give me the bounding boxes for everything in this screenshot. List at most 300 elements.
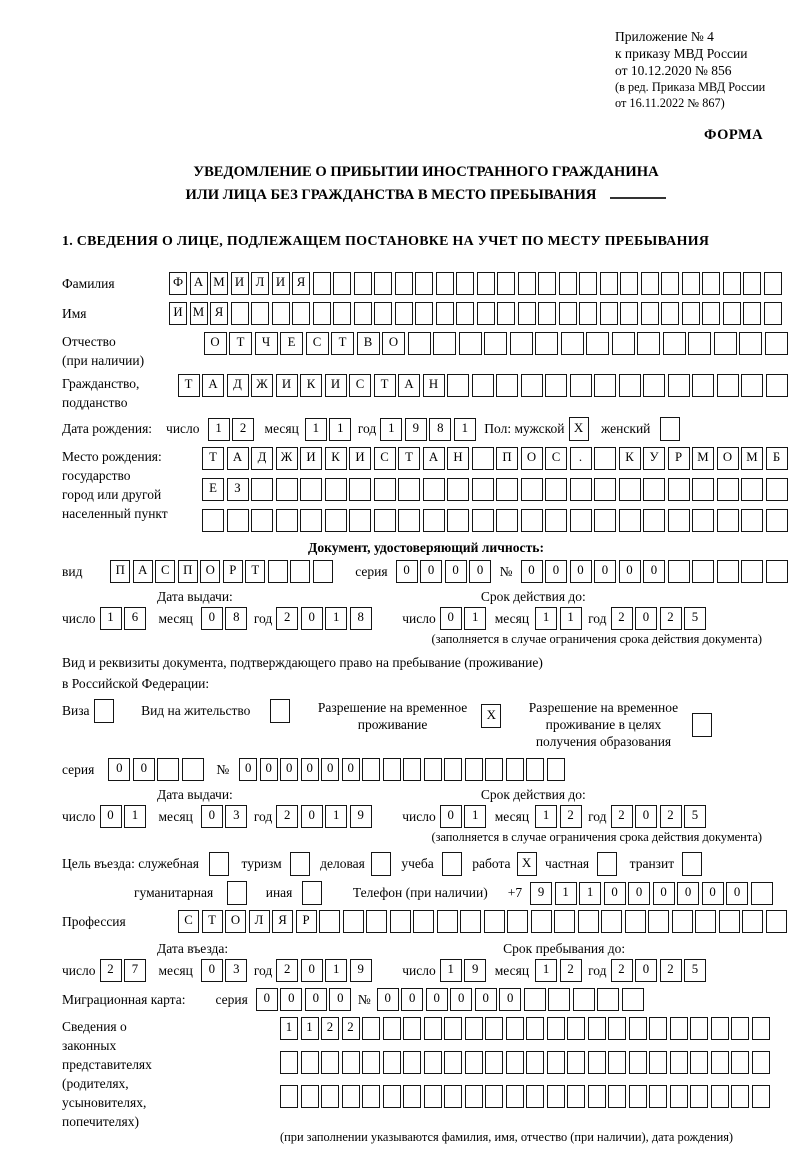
char-box[interactable]: [586, 332, 609, 355]
patronymic-boxes[interactable]: [204, 332, 791, 355]
char-box[interactable]: 2: [560, 805, 582, 828]
char-box[interactable]: [403, 1051, 421, 1074]
char-box[interactable]: [276, 478, 298, 501]
char-box[interactable]: [444, 1051, 462, 1074]
char-box[interactable]: 9: [350, 959, 372, 982]
char-box[interactable]: [390, 910, 411, 933]
char-box[interactable]: М: [741, 447, 763, 470]
doc-issue-year-boxes[interactable]: [276, 607, 374, 630]
char-box[interactable]: [403, 1085, 421, 1108]
char-box[interactable]: 6: [124, 607, 146, 630]
char-box[interactable]: 0: [420, 560, 442, 583]
char-box[interactable]: [692, 478, 714, 501]
char-box[interactable]: 5: [684, 805, 706, 828]
char-box[interactable]: [403, 1017, 421, 1040]
char-box[interactable]: [395, 272, 413, 295]
char-box[interactable]: Т: [331, 332, 354, 355]
char-box[interactable]: [764, 302, 782, 325]
doc-kind-boxes[interactable]: [110, 560, 335, 583]
char-box[interactable]: [485, 758, 503, 781]
char-box[interactable]: 0: [377, 988, 399, 1011]
char-box[interactable]: [643, 509, 665, 532]
char-box[interactable]: Н: [447, 447, 469, 470]
char-box[interactable]: [459, 332, 482, 355]
char-box[interactable]: [202, 509, 224, 532]
char-box[interactable]: [383, 1017, 401, 1040]
char-box[interactable]: И: [272, 272, 290, 295]
citizenship-boxes[interactable]: [178, 374, 791, 397]
char-box[interactable]: 1: [380, 418, 402, 441]
char-box[interactable]: 1: [535, 959, 557, 982]
char-box[interactable]: Я: [210, 302, 228, 325]
char-box[interactable]: [594, 374, 616, 397]
birthplace-boxes-row3[interactable]: [202, 509, 790, 532]
char-box[interactable]: [670, 1051, 688, 1074]
char-box[interactable]: 0: [201, 805, 223, 828]
char-box[interactable]: [554, 910, 575, 933]
char-box[interactable]: [608, 1017, 626, 1040]
char-box[interactable]: 0: [445, 560, 467, 583]
char-box[interactable]: [496, 509, 518, 532]
char-box[interactable]: 0: [133, 758, 155, 781]
char-box[interactable]: [526, 758, 544, 781]
char-box[interactable]: [661, 302, 679, 325]
char-box[interactable]: [521, 478, 543, 501]
char-box[interactable]: [619, 509, 641, 532]
char-box[interactable]: 0: [545, 560, 567, 583]
char-box[interactable]: Ф: [169, 272, 187, 295]
char-box[interactable]: Ж: [251, 374, 273, 397]
char-box[interactable]: [668, 560, 690, 583]
char-box[interactable]: [570, 374, 592, 397]
char-box[interactable]: [398, 509, 420, 532]
char-box[interactable]: [723, 272, 741, 295]
char-box[interactable]: X: [569, 417, 589, 441]
char-box[interactable]: Т: [398, 447, 420, 470]
char-box[interactable]: [597, 988, 619, 1011]
sex-male-checkbox[interactable]: [569, 417, 592, 441]
char-box[interactable]: И: [169, 302, 187, 325]
char-box[interactable]: [472, 509, 494, 532]
char-box[interactable]: [510, 332, 533, 355]
char-box[interactable]: 0: [342, 758, 360, 781]
char-box[interactable]: [268, 560, 288, 583]
char-box[interactable]: [465, 1085, 483, 1108]
char-box[interactable]: 2: [611, 959, 633, 982]
char-box[interactable]: И: [325, 374, 347, 397]
char-box[interactable]: [460, 910, 481, 933]
char-box[interactable]: [731, 1017, 749, 1040]
char-box[interactable]: [362, 1051, 380, 1074]
char-box[interactable]: [272, 302, 290, 325]
char-box[interactable]: [717, 374, 739, 397]
char-box[interactable]: 2: [276, 607, 298, 630]
char-box[interactable]: [424, 1085, 442, 1108]
surname-boxes[interactable]: [169, 272, 784, 295]
entry-day-boxes[interactable]: [100, 959, 149, 982]
char-box[interactable]: 1: [535, 607, 557, 630]
char-box[interactable]: 0: [594, 560, 616, 583]
char-box[interactable]: 1: [325, 805, 347, 828]
char-box[interactable]: 0: [256, 988, 278, 1011]
entry-year-boxes[interactable]: [276, 959, 374, 982]
char-box[interactable]: 0: [635, 959, 657, 982]
char-box[interactable]: Т: [374, 374, 396, 397]
char-box[interactable]: Е: [202, 478, 224, 501]
char-box[interactable]: [752, 1051, 770, 1074]
doc-series-boxes[interactable]: [396, 560, 494, 583]
char-box[interactable]: И: [276, 374, 298, 397]
char-box[interactable]: [637, 332, 660, 355]
char-box[interactable]: 0: [726, 882, 748, 905]
char-box[interactable]: С: [155, 560, 175, 583]
char-box[interactable]: [588, 1051, 606, 1074]
char-box[interactable]: [374, 272, 392, 295]
char-box[interactable]: 1: [325, 607, 347, 630]
char-box[interactable]: 0: [239, 758, 257, 781]
char-box[interactable]: И: [231, 272, 249, 295]
char-box[interactable]: [485, 1085, 503, 1108]
char-box[interactable]: [362, 1085, 380, 1108]
char-box[interactable]: 0: [570, 560, 592, 583]
char-box[interactable]: 0: [100, 805, 122, 828]
char-box[interactable]: П: [110, 560, 130, 583]
char-box[interactable]: [280, 1085, 298, 1108]
char-box[interactable]: 1: [454, 418, 476, 441]
char-box[interactable]: [290, 560, 310, 583]
char-box[interactable]: 2: [611, 607, 633, 630]
char-box[interactable]: [182, 758, 204, 781]
char-box[interactable]: 1: [579, 882, 601, 905]
char-box[interactable]: И: [349, 447, 371, 470]
char-box[interactable]: [433, 332, 456, 355]
char-box[interactable]: [567, 1085, 585, 1108]
char-box[interactable]: [485, 1051, 503, 1074]
char-box[interactable]: [594, 447, 616, 470]
char-box[interactable]: [741, 509, 763, 532]
char-box[interactable]: [600, 302, 618, 325]
purpose-business-checkbox[interactable]: [371, 852, 394, 876]
char-box[interactable]: 2: [342, 1017, 360, 1040]
char-box[interactable]: [276, 509, 298, 532]
purpose-humanitarian-checkbox[interactable]: [227, 881, 250, 905]
char-box[interactable]: 2: [321, 1017, 339, 1040]
char-box[interactable]: [447, 478, 469, 501]
char-box[interactable]: 0: [280, 758, 298, 781]
char-box[interactable]: [413, 910, 434, 933]
char-box[interactable]: С: [374, 447, 396, 470]
char-box[interactable]: [444, 1017, 462, 1040]
char-box[interactable]: [496, 374, 518, 397]
char-box[interactable]: И: [300, 447, 322, 470]
char-box[interactable]: [682, 302, 700, 325]
char-box[interactable]: [343, 910, 364, 933]
doc-issue-month-boxes[interactable]: [201, 607, 250, 630]
char-box[interactable]: [531, 910, 552, 933]
char-box[interactable]: [692, 374, 714, 397]
char-box[interactable]: [424, 1051, 442, 1074]
char-box[interactable]: [302, 881, 322, 905]
char-box[interactable]: Ч: [255, 332, 278, 355]
temp-residence-checkbox[interactable]: [481, 704, 504, 728]
birthplace-boxes-row1[interactable]: [202, 447, 790, 470]
char-box[interactable]: В: [357, 332, 380, 355]
char-box[interactable]: 2: [660, 959, 682, 982]
char-box[interactable]: У: [643, 447, 665, 470]
char-box[interactable]: 5: [684, 959, 706, 982]
char-box[interactable]: [349, 509, 371, 532]
char-box[interactable]: 2: [100, 959, 122, 982]
char-box[interactable]: [547, 1085, 565, 1108]
char-box[interactable]: [227, 881, 247, 905]
birth-month-boxes[interactable]: [305, 418, 354, 441]
sex-female-checkbox[interactable]: [660, 417, 683, 441]
char-box[interactable]: 1: [440, 959, 462, 982]
char-box[interactable]: [588, 1017, 606, 1040]
char-box[interactable]: [751, 882, 773, 905]
char-box[interactable]: О: [225, 910, 246, 933]
char-box[interactable]: [300, 478, 322, 501]
char-box[interactable]: [702, 272, 720, 295]
char-box[interactable]: [622, 988, 644, 1011]
char-box[interactable]: [643, 374, 665, 397]
char-box[interactable]: 2: [660, 805, 682, 828]
char-box[interactable]: А: [202, 374, 224, 397]
temp-residence-edu-checkbox[interactable]: [692, 713, 715, 737]
char-box[interactable]: О: [204, 332, 227, 355]
char-box[interactable]: [538, 302, 556, 325]
char-box[interactable]: [601, 910, 622, 933]
char-box[interactable]: 1: [464, 607, 486, 630]
char-box[interactable]: [251, 302, 269, 325]
char-box[interactable]: [415, 272, 433, 295]
char-box[interactable]: [333, 272, 351, 295]
char-box[interactable]: [506, 758, 524, 781]
char-box[interactable]: 0: [635, 805, 657, 828]
char-box[interactable]: 0: [499, 988, 521, 1011]
char-box[interactable]: [743, 272, 761, 295]
char-box[interactable]: [424, 1017, 442, 1040]
char-box[interactable]: 1: [100, 607, 122, 630]
char-box[interactable]: 0: [604, 882, 626, 905]
char-box[interactable]: [374, 478, 396, 501]
char-box[interactable]: [668, 509, 690, 532]
doc-number-boxes[interactable]: [521, 560, 791, 583]
char-box[interactable]: 0: [329, 988, 351, 1011]
char-box[interactable]: 8: [350, 607, 372, 630]
migcard-series-boxes[interactable]: [256, 988, 354, 1011]
char-box[interactable]: 0: [280, 988, 302, 1011]
purpose-other-checkbox[interactable]: [302, 881, 325, 905]
char-box[interactable]: 0: [653, 882, 675, 905]
char-box[interactable]: 0: [635, 607, 657, 630]
char-box[interactable]: [608, 1085, 626, 1108]
char-box[interactable]: [521, 509, 543, 532]
char-box[interactable]: X: [481, 704, 501, 728]
char-box[interactable]: X: [517, 852, 537, 876]
char-box[interactable]: [629, 1085, 647, 1108]
char-box[interactable]: [711, 1051, 729, 1074]
char-box[interactable]: [436, 302, 454, 325]
char-box[interactable]: Д: [251, 447, 273, 470]
char-box[interactable]: [270, 699, 290, 723]
stay-month-boxes[interactable]: [535, 959, 584, 982]
doc-valid-year-boxes[interactable]: [611, 607, 709, 630]
char-box[interactable]: [579, 302, 597, 325]
char-box[interactable]: 3: [225, 959, 247, 982]
char-box[interactable]: [559, 272, 577, 295]
char-box[interactable]: [321, 1085, 339, 1108]
char-box[interactable]: [423, 478, 445, 501]
char-box[interactable]: [349, 478, 371, 501]
char-box[interactable]: 1: [325, 959, 347, 982]
char-box[interactable]: [743, 302, 761, 325]
phone-boxes[interactable]: [530, 882, 775, 905]
char-box[interactable]: Н: [423, 374, 445, 397]
char-box[interactable]: А: [423, 447, 445, 470]
char-box[interactable]: Т: [178, 374, 200, 397]
char-box[interactable]: [371, 852, 391, 876]
char-box[interactable]: [395, 302, 413, 325]
char-box[interactable]: [472, 478, 494, 501]
char-box[interactable]: 0: [396, 560, 418, 583]
char-box[interactable]: [608, 1051, 626, 1074]
char-box[interactable]: [570, 509, 592, 532]
char-box[interactable]: [764, 272, 782, 295]
char-box[interactable]: Р: [668, 447, 690, 470]
permit-issue-month-boxes[interactable]: [201, 805, 250, 828]
char-box[interactable]: 0: [260, 758, 278, 781]
char-box[interactable]: [251, 478, 273, 501]
char-box[interactable]: 1: [124, 805, 146, 828]
char-box[interactable]: [300, 509, 322, 532]
char-box[interactable]: 0: [301, 805, 323, 828]
char-box[interactable]: [588, 1085, 606, 1108]
char-box[interactable]: [497, 272, 515, 295]
char-box[interactable]: 0: [643, 560, 665, 583]
char-box[interactable]: [573, 988, 595, 1011]
given-name-boxes[interactable]: [169, 302, 784, 325]
char-box[interactable]: [641, 302, 659, 325]
char-box[interactable]: 0: [201, 607, 223, 630]
char-box[interactable]: Т: [229, 332, 252, 355]
char-box[interactable]: [456, 272, 474, 295]
birth-year-boxes[interactable]: [380, 418, 478, 441]
char-box[interactable]: [741, 560, 763, 583]
char-box[interactable]: З: [227, 478, 249, 501]
doc-valid-day-boxes[interactable]: [440, 607, 489, 630]
char-box[interactable]: [660, 417, 680, 441]
char-box[interactable]: М: [210, 272, 228, 295]
char-box[interactable]: [629, 1051, 647, 1074]
char-box[interactable]: [301, 1085, 319, 1108]
char-box[interactable]: 5: [684, 607, 706, 630]
char-box[interactable]: [456, 302, 474, 325]
char-box[interactable]: [672, 910, 693, 933]
char-box[interactable]: 1: [301, 1017, 319, 1040]
char-box[interactable]: [465, 1051, 483, 1074]
char-box[interactable]: [485, 1017, 503, 1040]
purpose-official-checkbox[interactable]: [209, 852, 232, 876]
char-box[interactable]: 8: [429, 418, 451, 441]
char-box[interactable]: [559, 302, 577, 325]
char-box[interactable]: [682, 852, 702, 876]
char-box[interactable]: [447, 509, 469, 532]
char-box[interactable]: [561, 332, 584, 355]
char-box[interactable]: [442, 852, 462, 876]
guardians-boxes-row3[interactable]: [280, 1085, 772, 1108]
char-box[interactable]: [507, 910, 528, 933]
char-box[interactable]: [548, 988, 570, 1011]
char-box[interactable]: А: [190, 272, 208, 295]
char-box[interactable]: [594, 478, 616, 501]
char-box[interactable]: [690, 1085, 708, 1108]
char-box[interactable]: [567, 1017, 585, 1040]
migcard-number-boxes[interactable]: [377, 988, 647, 1011]
char-box[interactable]: [619, 478, 641, 501]
char-box[interactable]: [227, 509, 249, 532]
birthplace-boxes-row2[interactable]: [202, 478, 790, 501]
char-box[interactable]: 0: [108, 758, 130, 781]
char-box[interactable]: [251, 509, 273, 532]
char-box[interactable]: [711, 1085, 729, 1108]
char-box[interactable]: [742, 910, 763, 933]
char-box[interactable]: [663, 332, 686, 355]
permit-valid-year-boxes[interactable]: [611, 805, 709, 828]
birth-day-boxes[interactable]: [208, 418, 257, 441]
char-box[interactable]: [567, 1051, 585, 1074]
purpose-private-checkbox[interactable]: [597, 852, 620, 876]
char-box[interactable]: [94, 699, 114, 723]
char-box[interactable]: [545, 509, 567, 532]
char-box[interactable]: [290, 852, 310, 876]
char-box[interactable]: [741, 374, 763, 397]
char-box[interactable]: [620, 302, 638, 325]
char-box[interactable]: [362, 758, 380, 781]
char-box[interactable]: 0: [475, 988, 497, 1011]
char-box[interactable]: [366, 910, 387, 933]
char-box[interactable]: С: [349, 374, 371, 397]
char-box[interactable]: [594, 509, 616, 532]
char-box[interactable]: 1: [555, 882, 577, 905]
char-box[interactable]: [472, 447, 494, 470]
char-box[interactable]: [313, 560, 333, 583]
char-box[interactable]: [643, 478, 665, 501]
char-box[interactable]: 0: [619, 560, 641, 583]
char-box[interactable]: 2: [660, 607, 682, 630]
char-box[interactable]: 0: [301, 758, 319, 781]
char-box[interactable]: К: [325, 447, 347, 470]
char-box[interactable]: [484, 910, 505, 933]
char-box[interactable]: [496, 478, 518, 501]
char-box[interactable]: [374, 509, 396, 532]
char-box[interactable]: [231, 302, 249, 325]
char-box[interactable]: [209, 852, 229, 876]
char-box[interactable]: [477, 302, 495, 325]
char-box[interactable]: [292, 302, 310, 325]
char-box[interactable]: 1: [280, 1017, 298, 1040]
char-box[interactable]: [545, 374, 567, 397]
char-box[interactable]: [333, 302, 351, 325]
char-box[interactable]: П: [178, 560, 198, 583]
permit-number-boxes[interactable]: [239, 758, 567, 781]
char-box[interactable]: Р: [223, 560, 243, 583]
char-box[interactable]: Б: [766, 447, 788, 470]
char-box[interactable]: О: [521, 447, 543, 470]
char-box[interactable]: 0: [440, 805, 462, 828]
char-box[interactable]: [301, 1051, 319, 1074]
char-box[interactable]: [719, 910, 740, 933]
